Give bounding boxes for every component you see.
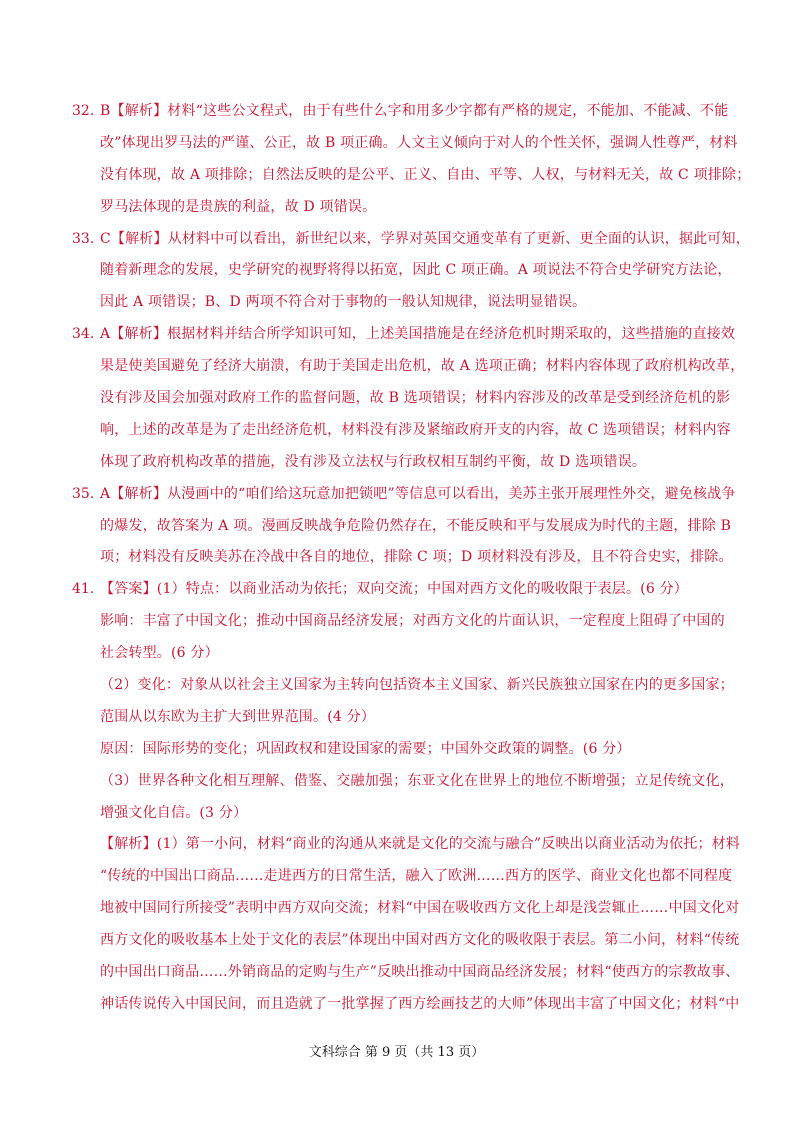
text-line: 因此 A 项错误；B、D 两项不符合对于事物的一般认知规律，说法明显错误。 bbox=[100, 294, 587, 311]
answer-line: 范围从以东欧为主扩大到世界范围。(4 分） bbox=[100, 708, 376, 725]
page-footer: 文科综合 第 9 页（共 13 页） bbox=[308, 1045, 485, 1060]
text-line: 随着新理念的发展，史学研究的视野将得以拓宽，因此 C 项正确。A 项说法不符合史学研究方法论， bbox=[100, 262, 732, 279]
analysis-line: 神话传说传入中国民间，而且造就了一批掌握了西方绘画技艺的大师”体现出丰富了中国文化；材料“中 bbox=[100, 995, 740, 1012]
answer-line: 原因：国际形势的变化；巩固政权和建设国家的需要；中国外交政策的调整。(6 分） bbox=[100, 740, 631, 757]
answer-item-33 bbox=[72, 224, 750, 320]
analysis-line: “传统的中国出口商品……走进西方的日常生活，融入了欧洲……西方的医学、商业文化也都不同程度 bbox=[100, 868, 733, 885]
analysis-line: 西方文化的吸收基本上处于文化的表层”体现出中国对西方文化的吸收限于表层。第二小问，材料“传统 bbox=[100, 932, 740, 949]
item-number: 32. bbox=[72, 103, 95, 119]
text-line: 体现了政府机构改革的措施，没有涉及立法权与行政权相互制约平衡，故 D 选项错误。 bbox=[100, 453, 647, 470]
text-line: 果是使美国避免了经济大崩溃，有助于美国走出危机，故 A 选项正确；材料内容体现了政府机构改革， bbox=[100, 358, 745, 375]
text-line: 项；材料没有反映美苏在冷战中各自的地位，排除 C 项；D 项材料没有涉及，且不符合史实，排除。 bbox=[100, 549, 733, 566]
answer-item-41 bbox=[72, 574, 741, 1020]
text-line: 没有体现，故 A 项排除；自然法反映的是公平、正义、自由、平等、人权，与材料无关，故 C 项排除； bbox=[100, 166, 751, 183]
item-number: 41. bbox=[72, 581, 95, 598]
answer-item-32 bbox=[72, 96, 751, 224]
analysis-line: 的中国出口商品……外销商品的定购与生产”反映出推动中国商品经济发展；材料“使西方的宗教故事、 bbox=[100, 964, 740, 981]
answer-item-34 bbox=[72, 319, 745, 478]
answer-line: 社会转型。(6 分） bbox=[100, 645, 219, 662]
answer-line: 影响：丰富了中国文化；推动中国商品经济发展；对西方文化的片面认识，一定程度上阻碍了中国的 bbox=[100, 613, 725, 630]
text-line: 罗马法体现的是贵族的利益，故 D 项错误。 bbox=[100, 198, 377, 215]
item-number: 33. bbox=[72, 230, 95, 247]
text-line: 响，上述的改革是为了走出经济危机，材料没有涉及紧缩政府开支的内容，故 C 选项错误；材料内容 bbox=[100, 421, 731, 438]
answer-item-35 bbox=[72, 479, 736, 575]
text-line: 改”体现出罗马法的严谨、公正，故 B 项正确。人文主义倾向于对人的个性关怀，强调人性尊严，材料 bbox=[100, 134, 738, 151]
text-line: C【解析】从材料中可以看出，新世纪以来，学界对英国交通变革有了更新、更全面的认识，据此可知， bbox=[100, 230, 750, 247]
item-number: 35. bbox=[72, 485, 95, 502]
item-number: 34. bbox=[72, 326, 95, 343]
analysis-line: 【解析】(1）第一小问，材料“商业的沟通从来就是文化的交流与融合”反映出以商业活动为依托；材料 bbox=[100, 836, 741, 853]
text-line: A【解析】从漫画中的“咱们给这玩意加把锁吧”等信息可以看出，美苏主张开展理性外交，避免核战争 bbox=[100, 485, 736, 502]
answer-line: 增强文化自信。(3 分） bbox=[100, 804, 248, 821]
answer-line: 【答案】(1）特点：以商业活动为依托；双向交流；中国对西方文化的吸收限于表层。(6 分） bbox=[100, 581, 688, 598]
answer-line: （2）变化：对象从以社会主义国家为主转向包括资本主义国家、新兴民族独立国家在内的更多国家； bbox=[100, 677, 734, 694]
answer-content bbox=[72, 96, 751, 1021]
text-line: A【解析】根据材料并结合所学知识可知，上述美国措施是在经济危机时期采取的，这些措施的直接效 bbox=[100, 326, 736, 343]
answer-line: （3）世界各种文化相互理解、借鉴、交融加强；东亚文化在世界上的地位不断增强；立足传统文化， bbox=[100, 772, 734, 789]
text-line: B【解析】材料“这些公文程式，由于有些什么字和用多少字都有严格的规定，不能加、不能减、不能 bbox=[100, 103, 729, 119]
analysis-line: 地被中国同行所接受”表明中西方双向交流；材料“中国在吸收西方文化上却是浅尝辄止……中国文化对 bbox=[100, 900, 740, 917]
text-line: 没有涉及国会加强对政府工作的监督问题，故 B 选项错误；材料内容涉及的改革是受到经济危机的影 bbox=[100, 390, 731, 407]
text-line: 的爆发，故答案为 A 项。漫画反映战争危险仍然存在，不能反映和平与发展成为时代的主题，排除 B bbox=[100, 517, 732, 534]
